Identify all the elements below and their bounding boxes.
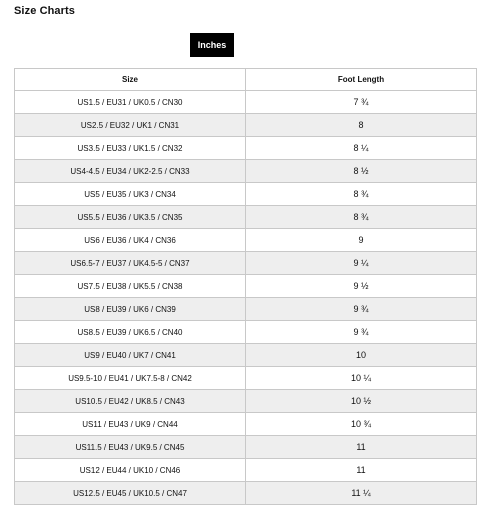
size-cell: US6 / EU36 / UK4 / CN36	[15, 229, 246, 252]
foot-length-cell: 9 ½	[246, 275, 477, 298]
foot-length-cell: 8 ½	[246, 160, 477, 183]
table-row	[15, 367, 477, 390]
foot-length-cell: 11 ¼	[246, 482, 477, 505]
column-header-foot-length: Foot Length	[246, 69, 477, 91]
foot-length-cell: 11	[246, 459, 477, 482]
foot-length-cell: 10 ¼	[246, 367, 477, 390]
foot-length-cell: 9	[246, 229, 477, 252]
foot-length-cell: 8 ¾	[246, 206, 477, 229]
foot-length-cell: 9 ¼	[246, 252, 477, 275]
table-row	[15, 390, 477, 413]
foot-length-cell: 10 ½	[246, 390, 477, 413]
size-chart-table	[14, 68, 477, 505]
size-cell: US2.5 / EU32 / UK1 / CN31	[15, 114, 246, 137]
size-cell: US4-4.5 / EU34 / UK2-2.5 / CN33	[15, 160, 246, 183]
foot-length-cell: 8 ¾	[246, 183, 477, 206]
size-cell: US7.5 / EU38 / UK5.5 / CN38	[15, 275, 246, 298]
size-cell: US5.5 / EU36 / UK3.5 / CN35	[15, 206, 246, 229]
page-title: Size Charts	[14, 5, 76, 17]
table-row	[15, 413, 477, 436]
size-cell: US11 / EU43 / UK9 / CN44	[15, 413, 246, 436]
foot-length-cell: 10	[246, 344, 477, 367]
table-row	[15, 275, 477, 298]
size-cell: US8 / EU39 / UK6 / CN39	[15, 298, 246, 321]
foot-length-cell: 9 ¾	[246, 298, 477, 321]
column-header-size: Size	[15, 69, 246, 91]
table-row	[15, 321, 477, 344]
table-row	[15, 229, 477, 252]
table-row	[15, 137, 477, 160]
unit-tab-inches[interactable]	[190, 33, 234, 57]
foot-length-cell: 11	[246, 436, 477, 459]
foot-length-cell: 9 ¾	[246, 321, 477, 344]
size-cell: US11.5 / EU43 / UK9.5 / CN45	[15, 436, 246, 459]
table-row	[15, 160, 477, 183]
table-row	[15, 482, 477, 505]
size-cell: US8.5 / EU39 / UK6.5 / CN40	[15, 321, 246, 344]
table-row	[15, 252, 477, 275]
size-cell: US5 / EU35 / UK3 / CN34	[15, 183, 246, 206]
table-row	[15, 298, 477, 321]
size-cell: US10.5 / EU42 / UK8.5 / CN43	[15, 390, 246, 413]
table-row	[15, 91, 477, 114]
foot-length-cell: 8 ¼	[246, 137, 477, 160]
table-row	[15, 206, 477, 229]
foot-length-cell: 10 ¾	[246, 413, 477, 436]
table-row	[15, 114, 477, 137]
size-cell: US12.5 / EU45 / UK10.5 / CN47	[15, 482, 246, 505]
table-row	[15, 459, 477, 482]
table-header-row	[15, 69, 477, 91]
table-row	[15, 436, 477, 459]
foot-length-cell: 8	[246, 114, 477, 137]
table-row	[15, 344, 477, 367]
size-cell: US12 / EU44 / UK10 / CN46	[15, 459, 246, 482]
unit-tab-label: Inches	[197, 40, 227, 50]
table-row	[15, 183, 477, 206]
foot-length-cell: 7 ¾	[246, 91, 477, 114]
size-cell: US1.5 / EU31 / UK0.5 / CN30	[15, 91, 246, 114]
size-cell: US3.5 / EU33 / UK1.5 / CN32	[15, 137, 246, 160]
size-cell: US9.5-10 / EU41 / UK7.5-8 / CN42	[15, 367, 246, 390]
size-cell: US6.5-7 / EU37 / UK4.5-5 / CN37	[15, 252, 246, 275]
size-cell: US9 / EU40 / UK7 / CN41	[15, 344, 246, 367]
